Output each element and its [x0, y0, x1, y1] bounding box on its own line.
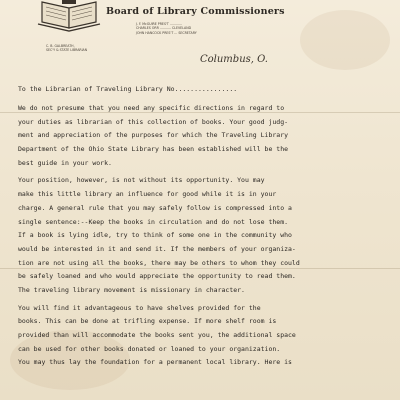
commissioner-list	[136, 22, 197, 35]
letter-line: We do not presume that you need any specific directions in regard to	[18, 105, 285, 112]
state-librarian	[46, 44, 87, 53]
commissioner-line: CHARLES ORR ........... CLEVELAND	[136, 26, 192, 31]
letter-line: would be interested in it and send it. If the members of your organiza-	[18, 245, 296, 253]
letter-line: You may thus lay the foundation for a permanent local library. Here is	[18, 359, 292, 367]
letter-line: provided than will accommodate the books sent you, the additional space	[18, 332, 296, 339]
letter-line: Your position, however, is not without its opportunity. You may	[18, 177, 265, 185]
librarian-title: SEC'Y & STATE LIBRARIAN	[46, 48, 88, 53]
letter-line: Department of the Ohio State Library has been established will be the	[18, 146, 289, 154]
letter-line: best guide in your work.	[18, 159, 112, 167]
letter-line: charge. A general rule that you may safely follow is compressed into a	[18, 204, 292, 212]
salutation-line: To the Librarian of Traveling Library No................	[18, 86, 238, 93]
letter-line: can be used for other books donated or loaned to your organization.	[18, 345, 281, 353]
letter-line: books. This can be done at trifling expense. If more shelf room is	[18, 318, 277, 326]
commissioner-line: JOHN HANCOCK PRES'T ... SECRETARY	[136, 30, 197, 35]
letter-line: The traveling library movement is missionary in character.	[18, 286, 245, 294]
letter-body	[18, 86, 390, 373]
open-book-seal-icon	[36, 0, 102, 34]
city-line: Columbus, O.	[200, 54, 268, 65]
letter-line: your duties as librarian of this collection of books. Your good judg-	[18, 118, 289, 126]
letter-line: You will find it advantageous to have shelves provided for the	[18, 304, 261, 312]
letter-line: make this little library an influence for good while it is in your	[18, 191, 277, 199]
letter-line: single sentence:--Keep the books in circulation and do not lose them.	[18, 218, 289, 226]
letterhead	[0, 0, 400, 70]
commissioner-line: J. F. McGUIRE PRES'T ............	[136, 22, 182, 26]
board-name: Board of Library Commissioners	[106, 6, 285, 17]
librarian-name: C. B. GALBREATH,	[46, 44, 75, 48]
letter-line: ment and appreciation of the purposes for which the Traveling Library	[18, 132, 289, 140]
letter-line: be safely loaned and who would appreciate the opportunity to read them.	[18, 273, 296, 281]
letter-line: tion are not using all the books, there may be others to whom they could	[18, 259, 300, 267]
letter-line: If a book is lying idle, try to think of some one in the community who	[18, 232, 292, 240]
